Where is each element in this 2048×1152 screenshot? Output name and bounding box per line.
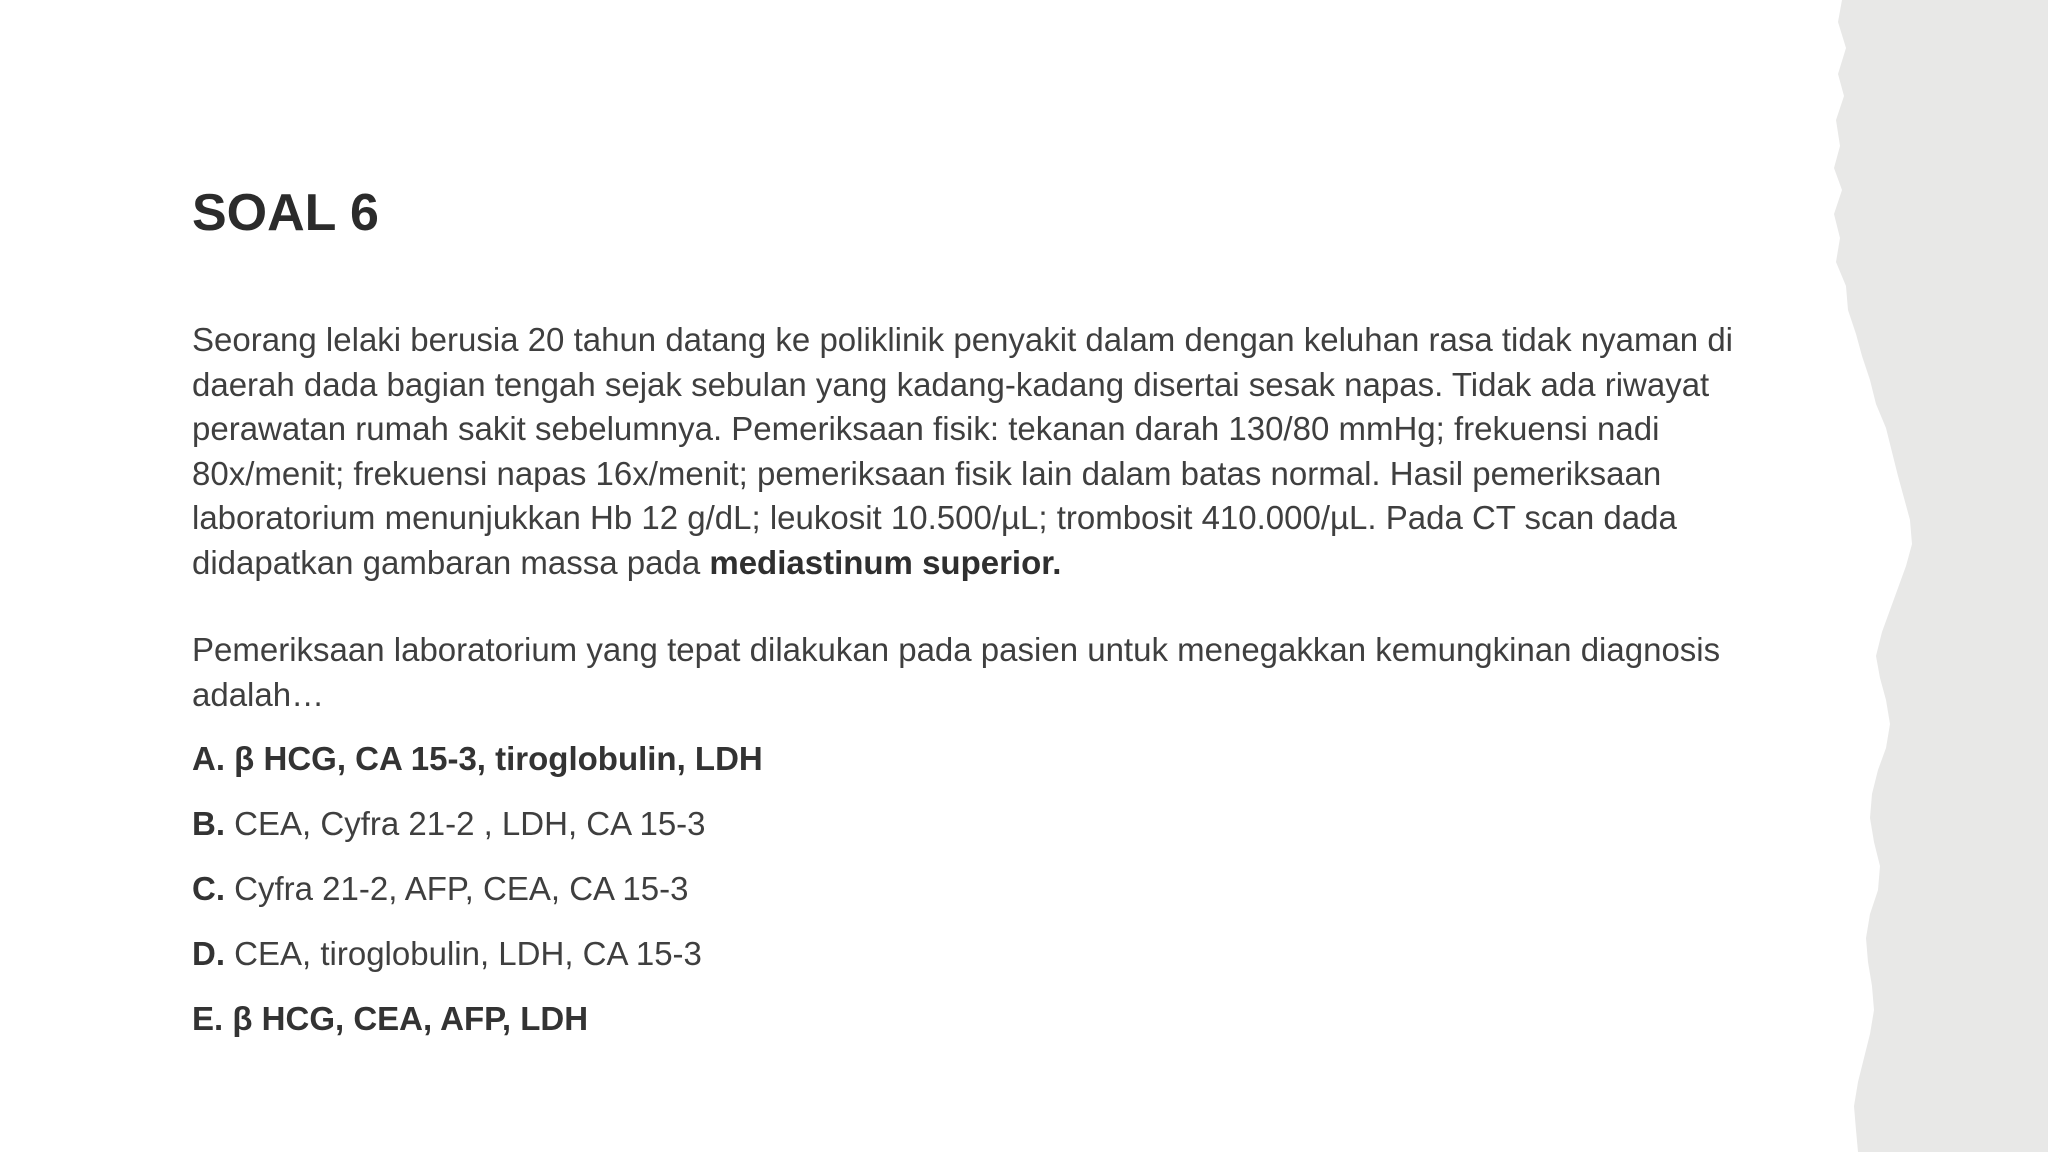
option-letter: D. — [192, 935, 225, 972]
option-letter: B. — [192, 805, 225, 842]
option-a — [192, 737, 1782, 781]
option-letter: A. — [192, 740, 225, 777]
slide-title: SOAL 6 — [192, 184, 379, 242]
option-b — [192, 802, 1782, 846]
option-text: CEA, tiroglobulin, LDH, CA 15-3 — [234, 935, 702, 972]
option-d — [192, 932, 1782, 976]
option-text: β HCG, CA 15-3, tiroglobulin, LDH — [234, 740, 763, 777]
answer-options — [192, 737, 1782, 1041]
option-c — [192, 867, 1782, 911]
case-description — [192, 318, 1782, 585]
option-text: CEA, Cyfra 21-2 , LDH, CA 15-3 — [234, 805, 706, 842]
option-letter: E. — [192, 1000, 224, 1037]
option-text: β HCG, CEA, AFP, LDH — [232, 1000, 589, 1037]
torn-paper-shape — [1834, 0, 2048, 1152]
question-text: Pemeriksaan laboratorium yang tepat dilakukan pada pasien untuk menegakkan kemungkinan diagnosis adalah… — [192, 631, 1721, 713]
option-text: Cyfra 21-2, AFP, CEA, CA 15-3 — [234, 870, 689, 907]
slide-content — [192, 178, 1782, 1062]
option-e — [192, 997, 1782, 1041]
option-letter: C. — [192, 870, 225, 907]
case-text: Seorang lelaki berusia 20 tahun datang ke poliklinik penyakit dalam dengan keluhan rasa tidak nyaman di daerah dada bagian tengah sejak sebulan yang kadang-kadang disertai sesak napas. Tidak ada riwayat perawatan rumah sakit sebelumnya. Pemeriksaan fisik: tekanan darah 130/80 mmHg; frekuensi nadi 80x/menit; frekuensi napas 16x/menit; pemeriksaan fisik lain dalam batas normal. Hasil pemeriksaan laboratorium menunjukkan Hb 12 g/dL; leukosit 10.500/µL; trombosit 410.000/µL. Pada CT scan dada didapatkan gambaran massa pada — [192, 321, 1734, 581]
case-text-emphasis: mediastinum superior. — [709, 543, 1062, 581]
